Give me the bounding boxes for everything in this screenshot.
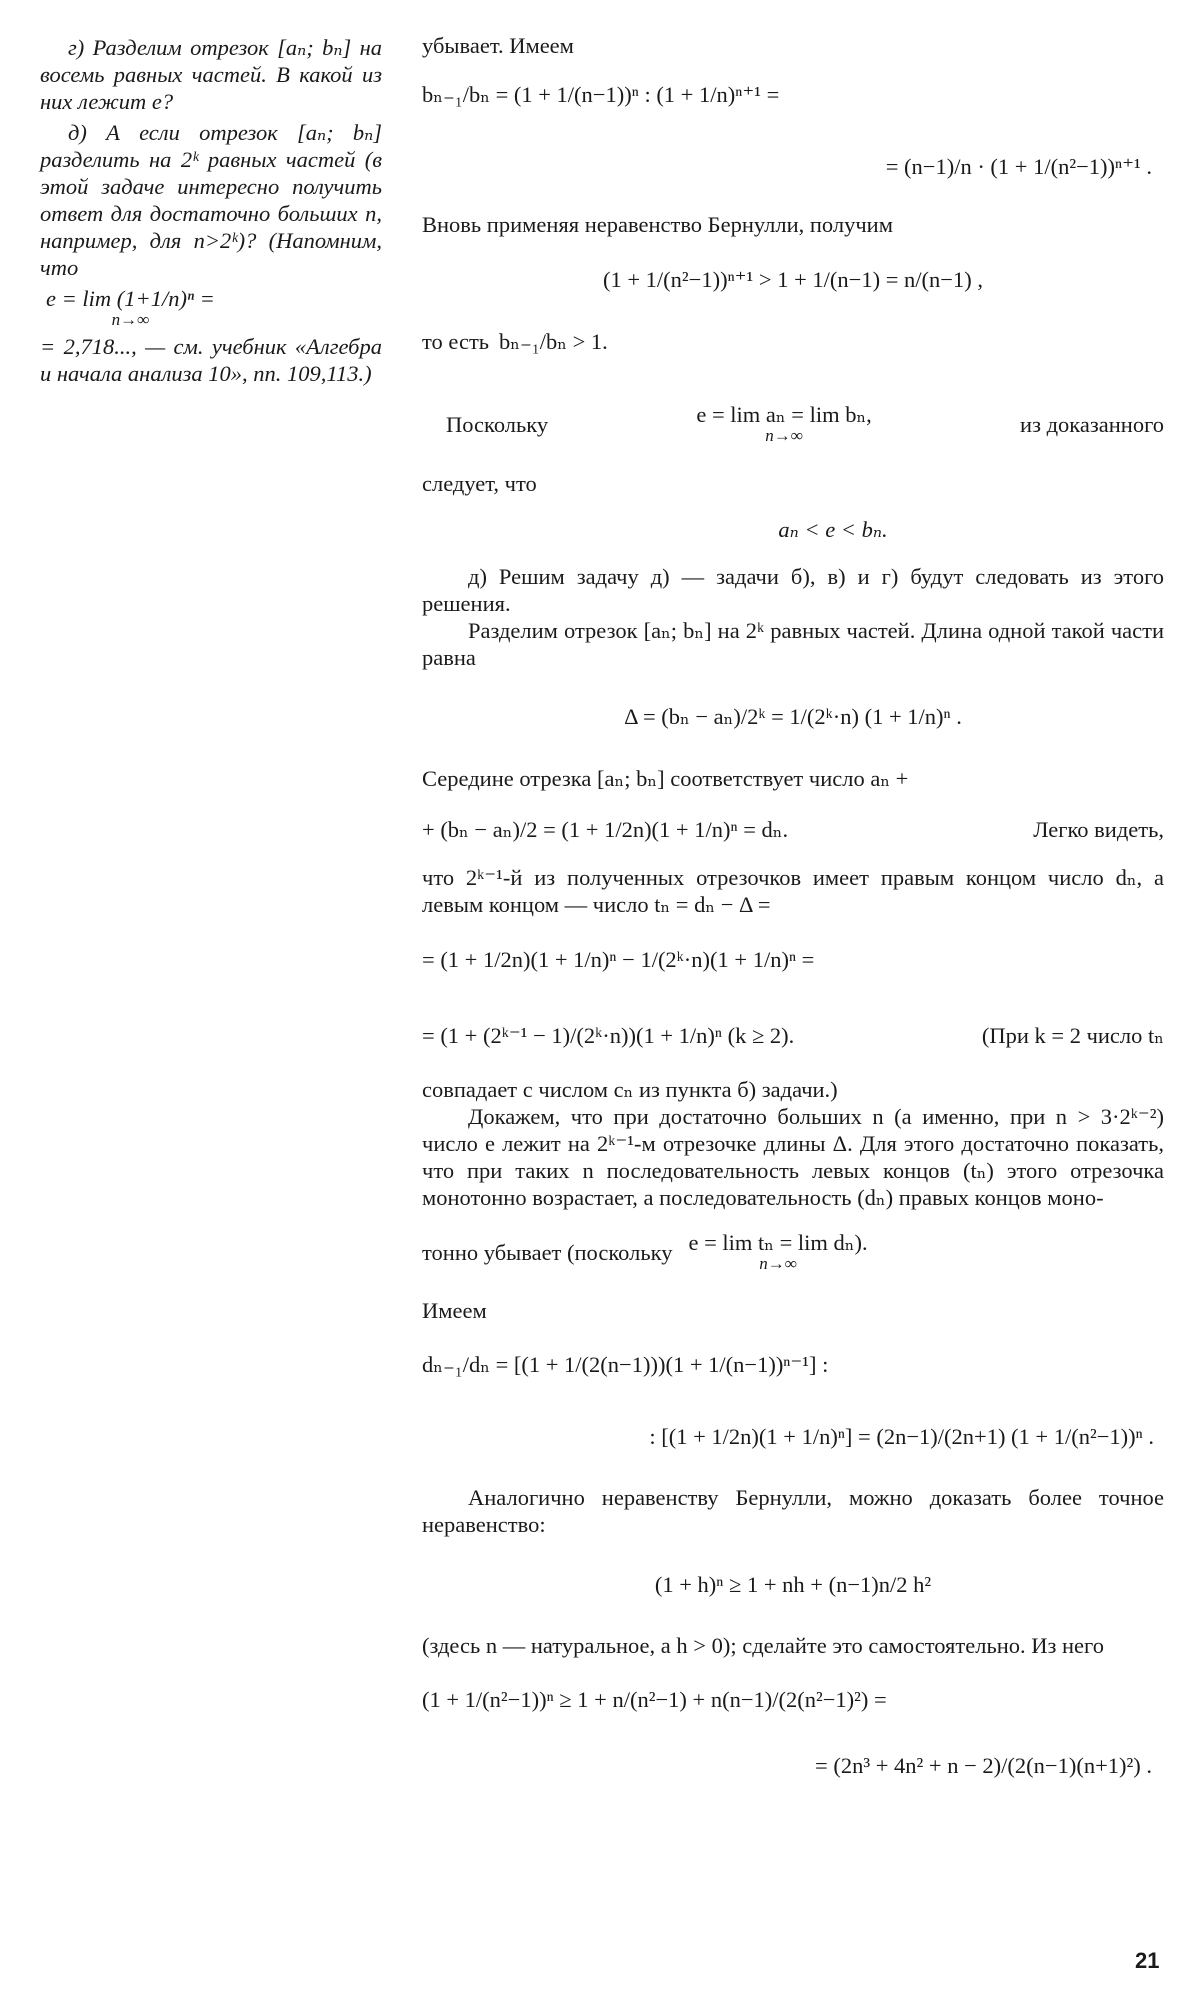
formula-text: = (n−1)/n · (1 + 1/(n²−1))ⁿ⁺¹ . [885, 153, 1152, 179]
margin-limit-formula [40, 287, 382, 329]
margin-lim-subscript: n→∞ [111, 310, 150, 329]
paragraph-analog-bernoulli: Аналогично неравенству Бернулли, можно доказать более точное неравенство: [422, 1485, 1164, 1537]
paragraph-prove: Докажем, что при достаточно больших n (а именно, при n > 3·2ᵏ⁻²) число e лежит на 2ᵏ⁻¹-м отрезочке длины Δ. Для этого достаточно показать, что при таких n последовательность левых концов (tₙ) этого отрезочка монотонно возрастает, а последовательность (dₙ) правых концов моно- [422, 1104, 1164, 1210]
formula-tn-simplified [422, 1004, 1164, 1066]
paragraph-solve-d: д) Решим задачу д) — задачи б), в) и г) будут следовать из этого решения. [422, 564, 1164, 616]
formula-delta [422, 685, 1164, 747]
formula-text: bₙ₋₁/bₙ > 1. [499, 328, 608, 354]
formula-final-1 [422, 1669, 1164, 1729]
formula-text: = (2n³ + 4n² + n − 2)/(2(n−1)(n+1)²) . [815, 1752, 1152, 1778]
formula-bn-ratio-2 [422, 141, 1164, 191]
formula-final-2 [422, 1735, 1164, 1795]
paragraph-decreases: убывает. Имеем [422, 33, 574, 58]
formula-text: = (1 + (2ᵏ⁻¹ − 1)/(2ᵏ·n))(1 + 1/n)ⁿ (k ≥ 2). [422, 1022, 795, 1048]
paragraph-follows: следует, что [422, 471, 537, 496]
text-easy-to-see: Легко видеть, [1033, 816, 1164, 842]
text-since: Поскольку [446, 411, 549, 437]
formula-precise-ineq [422, 1554, 1164, 1614]
paragraph-right-end: что 2ᵏ⁻¹-й из полученных отрезочков имеет правым концом число dₙ, а левым концом — число tₙ = dₙ − Δ = [422, 865, 1164, 917]
formula-ratio-gt-one [422, 314, 1164, 368]
formula-text: aₙ < e < bₙ. [778, 516, 888, 542]
formula-text: e = lim tₙ = lim dₙ). [688, 1230, 868, 1255]
page-number: 21 [1135, 1948, 1160, 1973]
formula-text: : [(1 + 1/2n)(1 + 1/n)ⁿ] = (2n−1)/(2n+1) (1 + 1/(n²−1))ⁿ . [649, 1423, 1154, 1449]
formula-text: bₙ₋₁/bₙ = (1 + 1/(n−1))ⁿ : (1 + 1/n)ⁿ⁺¹ = [422, 81, 780, 107]
formula-text: + (bₙ − aₙ)/2 = (1 + 1/2n)(1 + 1/n)ⁿ = dₙ. [422, 816, 789, 842]
formula-an-e-bn [422, 509, 1164, 549]
formula-limits-td: тонно убывает (поскольку e = lim tₙ = lim dₙ). n→∞ [422, 1230, 868, 1273]
paragraph-divide-segment: Разделим отрезок [aₙ; bₙ] на 2ᵏ равных частей. Длина одной такой части равна [422, 618, 1164, 670]
formula-tn-expansion [422, 930, 1164, 988]
text-decreases: тонно убывает (поскольку [422, 1239, 673, 1265]
text-when-k2: (При k = 2 число tₙ [981, 1022, 1164, 1048]
formula-dn-ratio-1 [422, 1334, 1164, 1394]
formula-text: (1 + h)ⁿ ≥ 1 + nh + (n−1)n/2 h² [654, 1571, 932, 1597]
paragraph-midpoint: Середине отрезка [aₙ; bₙ] соответствует число aₙ + [422, 766, 909, 791]
text-that-is: то есть [422, 328, 490, 354]
formula-limit-e: Поскольку e = lim aₙ = lim bₙ, n→∞ из доказанного [446, 402, 1164, 445]
formula-bernoulli-ineq [422, 252, 1164, 306]
paragraph-we-have: Имеем [422, 1298, 487, 1323]
text-from-proven: из доказанного [1020, 411, 1164, 437]
formula-text: Δ = (bₙ − aₙ)/2ᵏ = 1/(2ᵏ·n) (1 + 1/n)ⁿ . [624, 703, 962, 729]
formula-text: (1 + 1/(n²−1))ⁿ ≥ 1 + n/(n²−1) + n(n−1)/(2(n²−1)²) = [422, 1686, 887, 1712]
paragraph-bernoulli: Вновь применяя неравенство Бернулли, получим [422, 212, 893, 237]
formula-bn-ratio-1 [422, 69, 1164, 119]
formula-dn [422, 800, 1164, 858]
formula-dn-ratio-2 [422, 1406, 1164, 1466]
margin-notes [40, 34, 382, 387]
formula-text: = (1 + 1/2n)(1 + 1/n)ⁿ − 1/(2ᵏ·n)(1 + 1/n)ⁿ = [422, 946, 815, 972]
main-text [422, 32, 1164, 1795]
margin-note-reference: = 2,718..., — см. учебник «Алгебра и начала анализа 10», пп. 109,113.) [40, 334, 382, 386]
formula-text: e = lim aₙ = lim bₙ, [696, 402, 872, 427]
paragraph-where-n-natural: (здесь n — натуральное, а h > 0); сделайте это самостоятельно. Из него [422, 1633, 1104, 1658]
paragraph-coincides: совпадает с числом cₙ из пункта б) задачи.) [422, 1077, 838, 1102]
margin-note-g: г) Разделим отрезок [aₙ; bₙ] на восемь равных частей. В какой из них лежит e? [40, 35, 382, 114]
formula-text: dₙ₋₁/dₙ = [(1 + 1/(2(n−1)))(1 + 1/(n−1))ⁿ⁻¹] : [422, 1351, 829, 1377]
formula-text: (1 + 1/(n²−1))ⁿ⁺¹ > 1 + 1/(n−1) = n/(n−1) , [603, 266, 983, 292]
margin-note-d: д) А если отрезок [aₙ; bₙ] разделить на 2ᵏ равных частей (в этой задаче интересно получить ответ для достаточно больших n, например, для n>2ᵏ)? (Напомним, что [40, 120, 382, 280]
margin-lim-expression: e = lim (1+1/n)ⁿ = [46, 286, 215, 311]
